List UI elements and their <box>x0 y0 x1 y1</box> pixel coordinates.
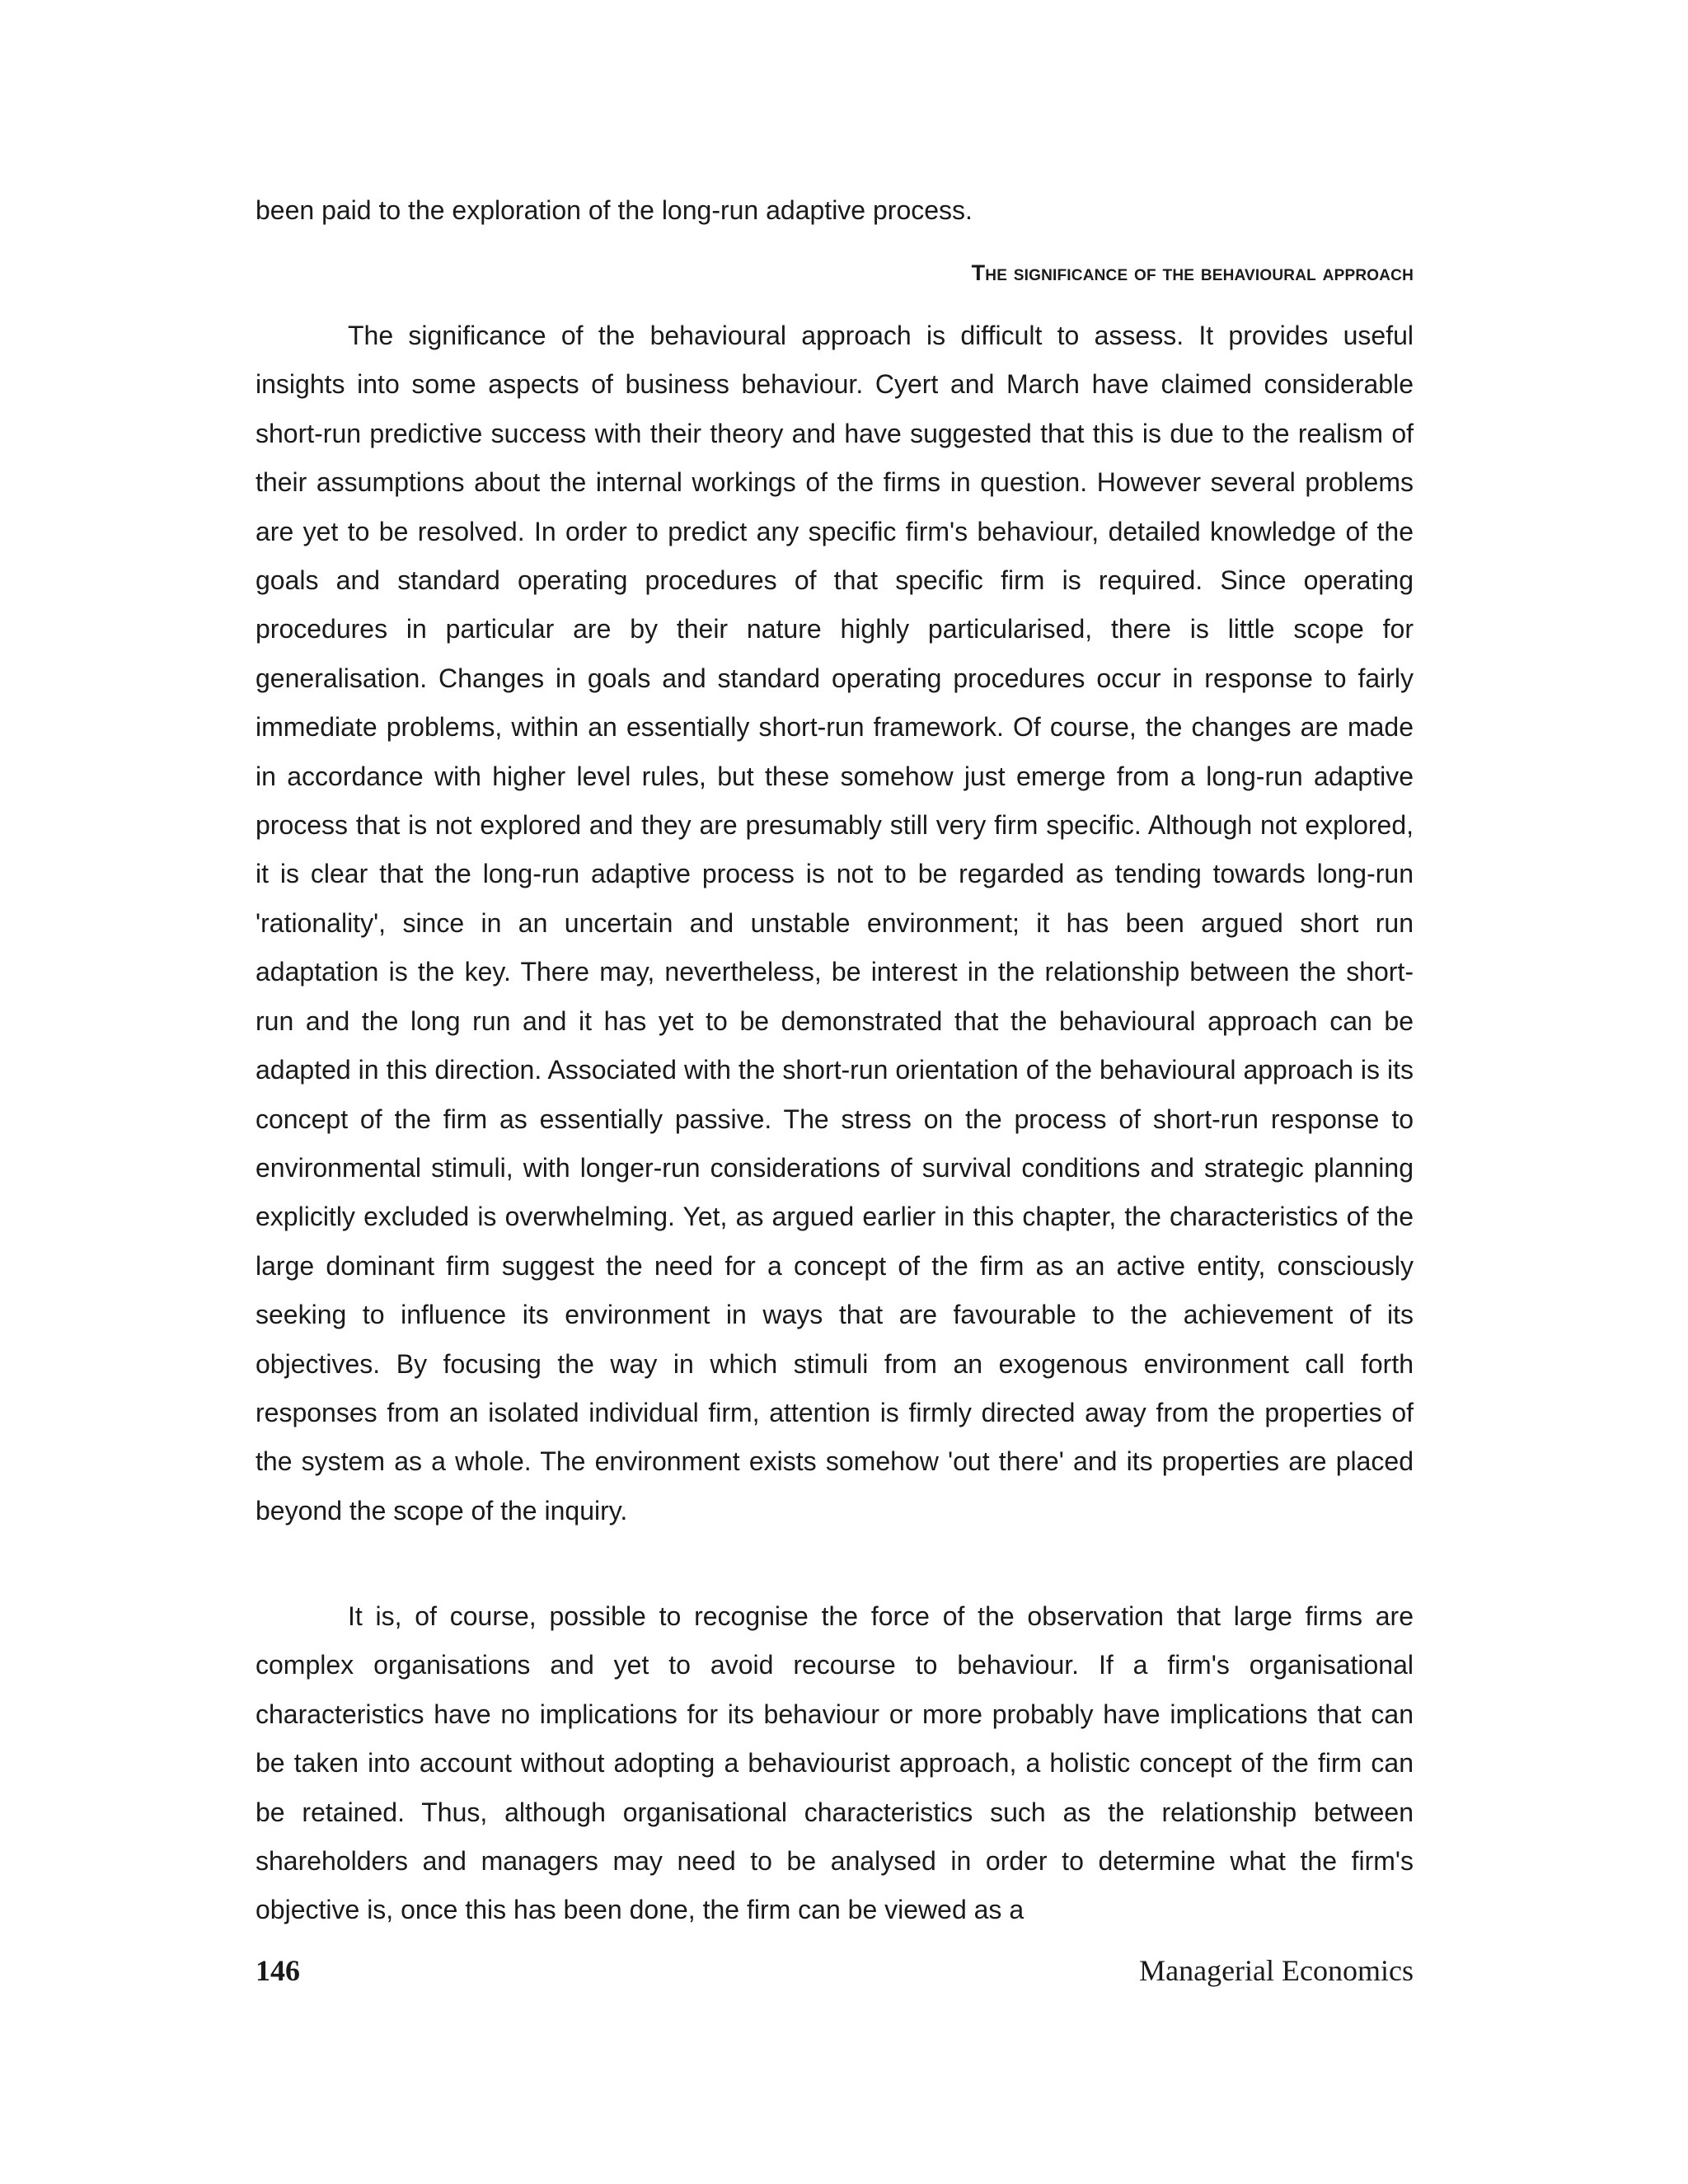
page-number: 146 <box>256 1954 300 1987</box>
page-footer <box>256 1953 1414 1994</box>
lead-line: been paid to the exploration of the long-run adaptive process. <box>256 195 973 225</box>
book-title: Managerial Economics <box>1139 1954 1414 1987</box>
paragraph: The significance of the behavioural approach is difficult to assess. It provides useful insights into some aspects of business behaviour. Cyert and March have claimed considerable short-run predictive success with their theory and have suggested that this is due to the realism of their assumptions about the internal workings of the firms in question. However several problems are yet to be resolved. In order to predict any specific firm's behaviour, detailed knowledge of the goals and standard operating procedures of that specific firm is required. Since operating procedures in particular are by their nature highly particularised, there is little scope for generalisation. Changes in goals and standard operating procedures occur in response to fairly immediate problems, within an essentially short-run framework. Of course, the changes are made in accordance with higher level rules, but these somehow just emerge from a long-run adaptive process that is not explored and they are presumably still very firm specific. Although not explored, it is clear that the long-run adaptive process is not to be regarded as tending towards long-run 'rationality', since in an uncertain and unstable environment; it has been argued short run adaptation is the key. There may, nevertheless, be interest in the relationship between the short-run and the long run and it has yet to be demonstrated that the behavioural approach can be adapted in this direction. Associated with the short-run orientation of the behavioural approach is its concept of the firm as essentially passive. The stress on the process of short-run response to environmental stimuli, with longer-run considerations of survival conditions and strategic planning explicitly excluded is overwhelming. Yet, as argued earlier in this chapter, the characteristics of the large dominant firm suggest the need for a concept of the firm as an active entity, consciously seeking to influence its environment in ways that are favourable to the achievement of its objectives. By focusing the way in which stimuli from an exogenous environment call forth responses from an isolated individual firm, attention is firmly directed away from the properties of the system as a whole. The environment exists somehow 'out there' and its properties are placed beyond the scope of the inquiry. <box>256 321 1414 1526</box>
section-heading: The significance of the behavioural approach <box>971 260 1414 285</box>
paragraph: It is, of course, possible to recognise the force of the observation that large firms are complex organisations and yet to avoid recourse to behaviour. If a firm's organisational characteristics have no implications for its behaviour or more probably have implications that can be taken into account without adopting a behaviourist approach, a holistic concept of the firm can be retained. Thus, although organisational characteristics such as the relationship between shareholders and managers may need to be analysed in order to determine what the firm's objective is, once this has been done, the firm can be viewed as a <box>256 1601 1414 1925</box>
